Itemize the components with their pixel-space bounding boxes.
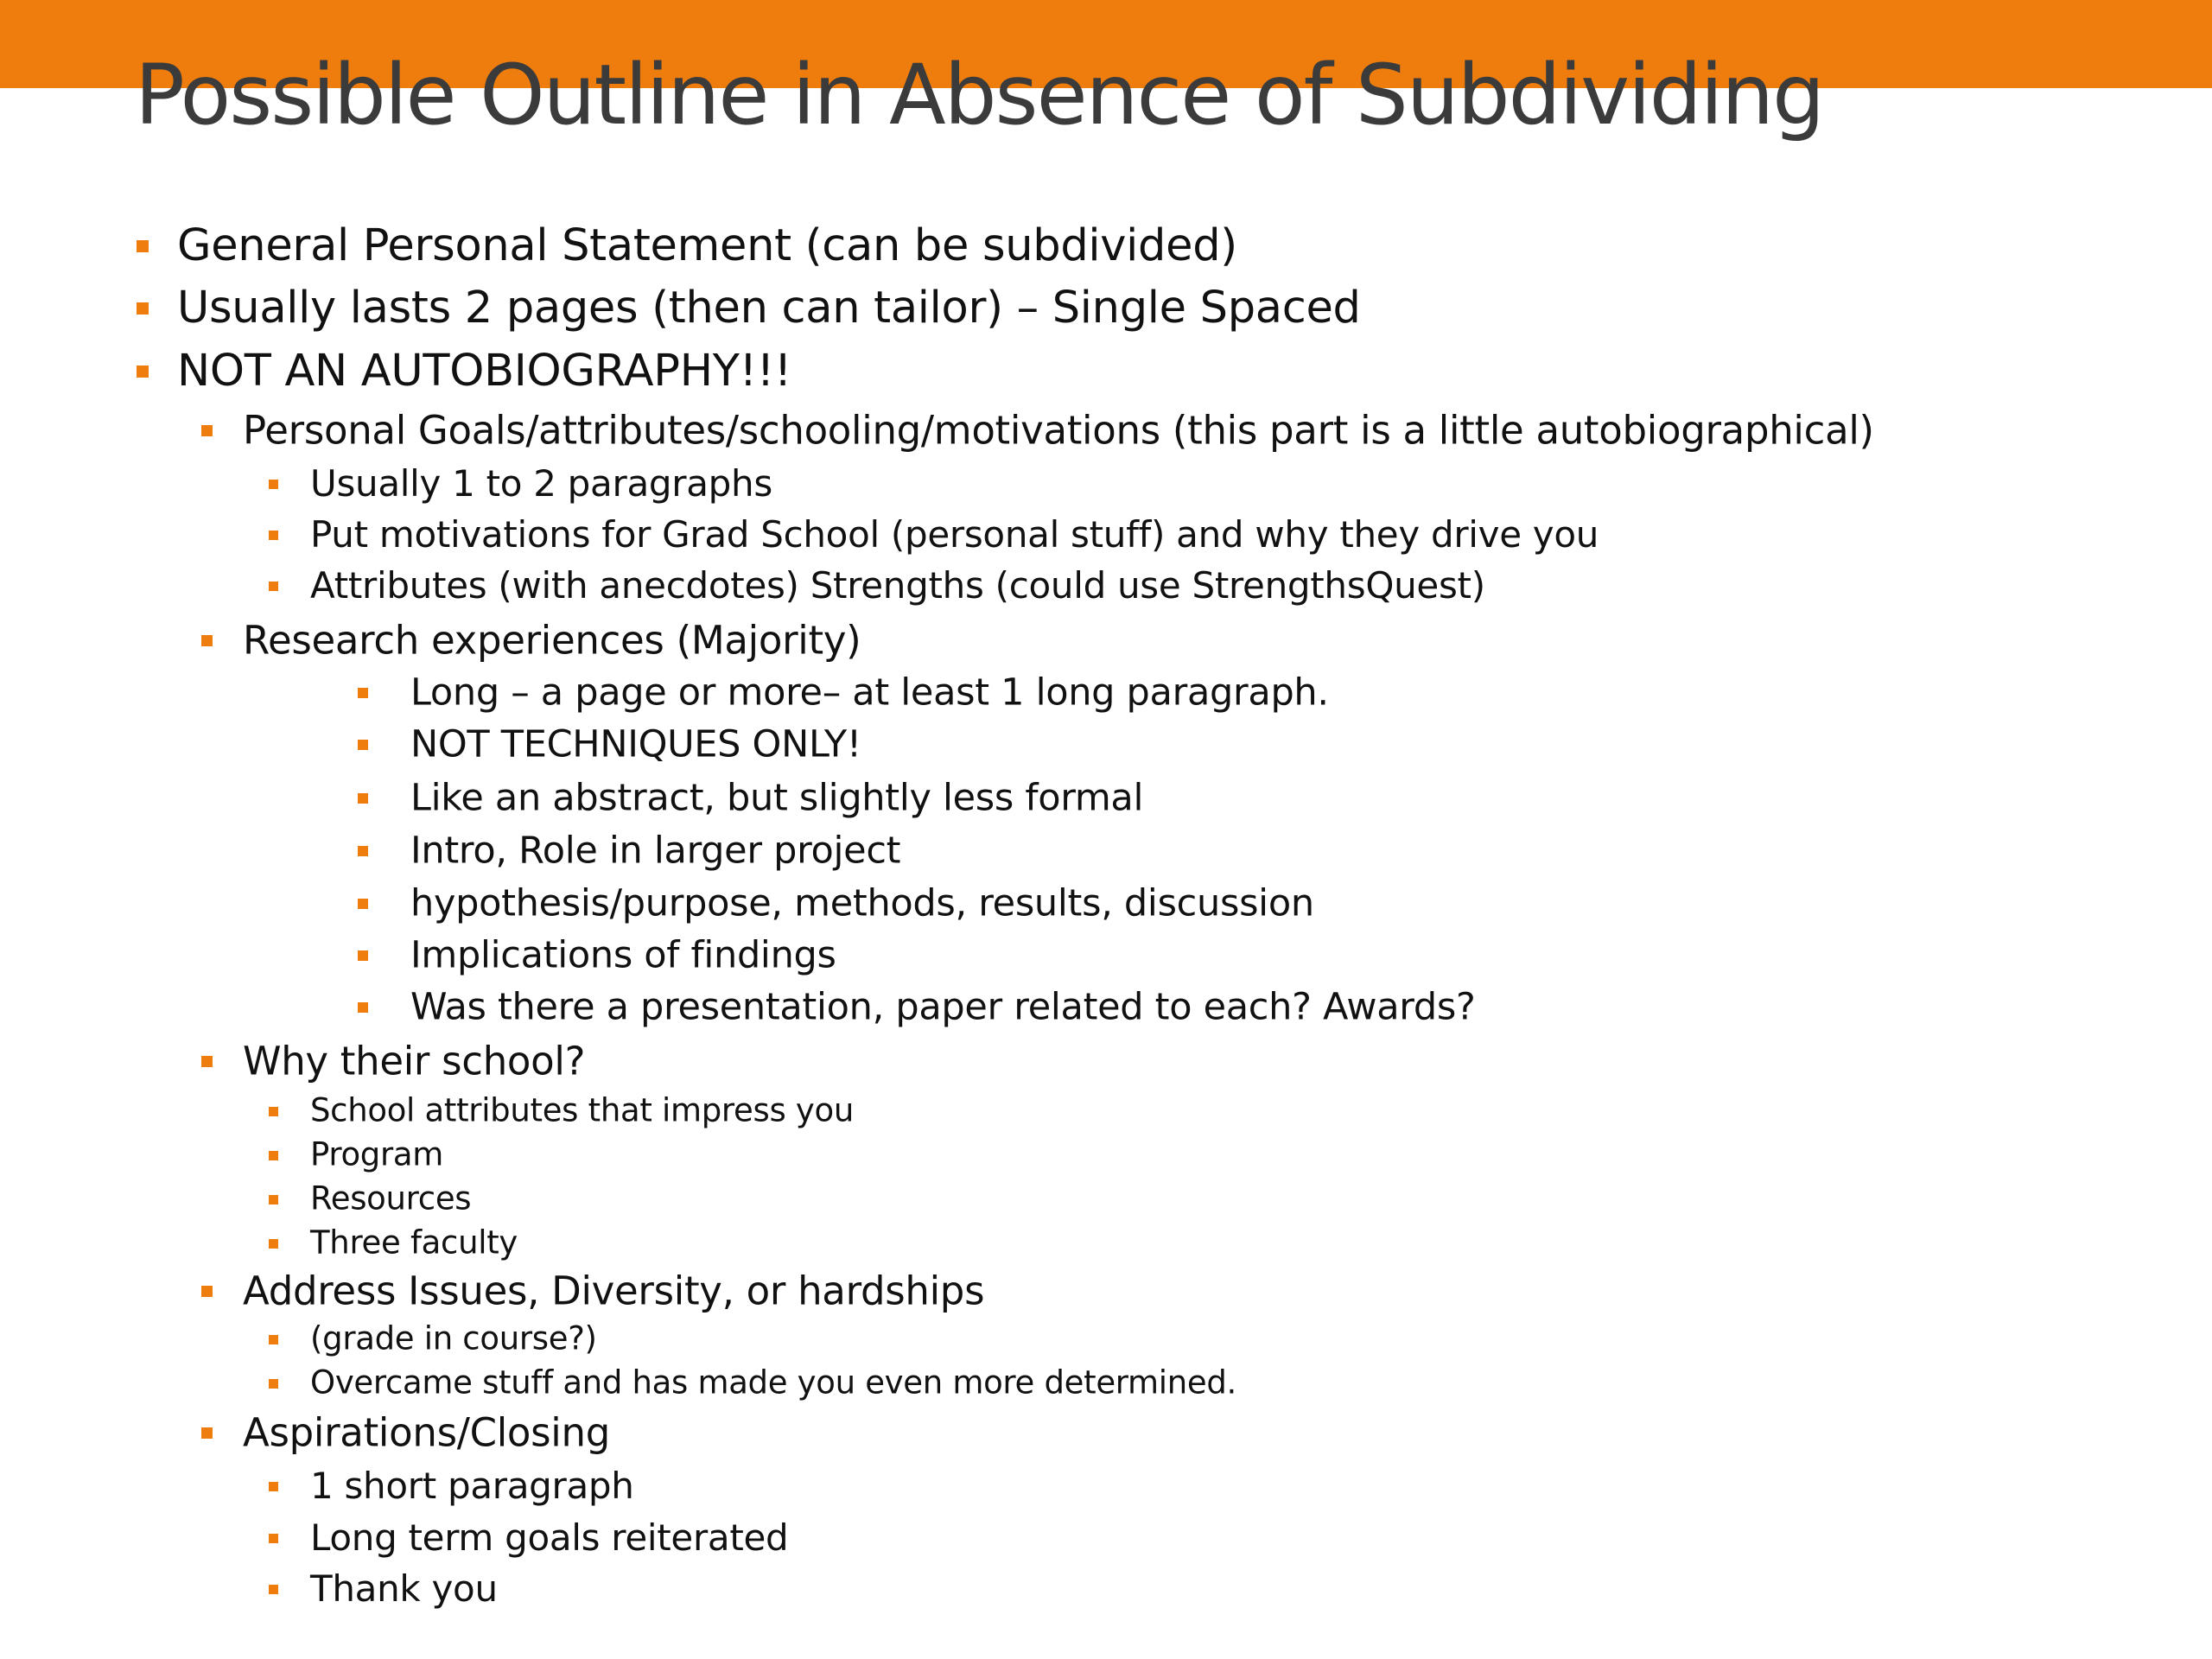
bullet-text: Attributes (with anecdotes) Strengths (could use StrengthsQuest) <box>310 563 1485 607</box>
square-bullet-icon <box>269 1195 278 1205</box>
square-bullet-icon <box>269 1379 278 1389</box>
square-bullet-icon <box>201 1056 213 1067</box>
slide-title: Possible Outline in Absence of Subdividing <box>135 47 1824 143</box>
square-bullet-icon <box>358 1002 368 1013</box>
bullet-text: Research experiences (Majority) <box>243 617 861 664</box>
square-bullet-icon <box>269 1482 278 1491</box>
square-bullet-icon <box>137 302 149 315</box>
square-bullet-icon <box>269 531 278 540</box>
bullet-text: School attributes that impress you <box>310 1091 854 1129</box>
square-bullet-icon <box>269 1107 278 1116</box>
bullet-text: Long term goals reiterated <box>310 1516 789 1559</box>
bullet-text: 1 short paragraph <box>310 1464 634 1507</box>
bullet-text: Thank you <box>310 1567 498 1610</box>
bullet-text: Like an abstract, but slightly less formal <box>410 776 1144 820</box>
bullet-text: General Personal Statement (can be subdivided) <box>177 219 1237 271</box>
bullet-text: NOT TECHNIQUES ONLY! <box>410 722 861 766</box>
square-bullet-icon <box>201 635 213 646</box>
square-bullet-icon <box>201 425 213 436</box>
bullet-text: Three faculty <box>310 1224 518 1262</box>
square-bullet-icon <box>358 740 368 750</box>
bullet-text: Usually lasts 2 pages (then can tailor) – Single Spaced <box>177 282 1361 334</box>
bullet-text: Implications of findings <box>410 933 836 977</box>
square-bullet-icon <box>137 365 149 378</box>
square-bullet-icon <box>201 1427 213 1439</box>
square-bullet-icon <box>358 793 368 804</box>
square-bullet-icon <box>358 688 368 698</box>
bullet-text: Program <box>310 1135 444 1173</box>
bullet-text: Why their school? <box>243 1038 586 1084</box>
bullet-text: Address Issues, Diversity, or hardships <box>243 1268 985 1314</box>
square-bullet-icon <box>269 1151 278 1160</box>
bullet-text: hypothesis/purpose, methods, results, discussion <box>410 881 1314 925</box>
bullet-text: Personal Goals/attributes/schooling/motivations (this part is a little autobiographical) <box>243 407 1874 454</box>
square-bullet-icon <box>201 1286 213 1297</box>
bullet-text: Put motivations for Grad School (personal stuff) and why they drive you <box>310 512 1599 556</box>
bullet-text: (grade in course?) <box>310 1319 597 1357</box>
square-bullet-icon <box>358 899 368 909</box>
square-bullet-icon <box>269 480 278 489</box>
bullet-text: NOT AN AUTOBIOGRAPHY!!! <box>177 345 792 397</box>
bullet-text: Intro, Role in larger project <box>410 829 901 873</box>
bullet-text: Aspirations/Closing <box>243 1409 610 1456</box>
square-bullet-icon <box>269 1239 278 1249</box>
bullet-text: Resources <box>310 1179 472 1217</box>
bullet-text: Usually 1 to 2 paragraphs <box>310 461 772 505</box>
square-bullet-icon <box>269 1534 278 1543</box>
square-bullet-icon <box>358 950 368 961</box>
bullet-text: Long – a page or more– at least 1 long paragraph. <box>410 671 1329 715</box>
square-bullet-icon <box>269 1585 278 1594</box>
square-bullet-icon <box>269 582 278 591</box>
square-bullet-icon <box>269 1335 278 1344</box>
bullet-text: Was there a presentation, paper related to each? Awards? <box>410 985 1476 1029</box>
square-bullet-icon <box>358 846 368 856</box>
bullet-text: Overcame stuff and has made you even more determined. <box>310 1363 1237 1402</box>
square-bullet-icon <box>137 240 149 252</box>
